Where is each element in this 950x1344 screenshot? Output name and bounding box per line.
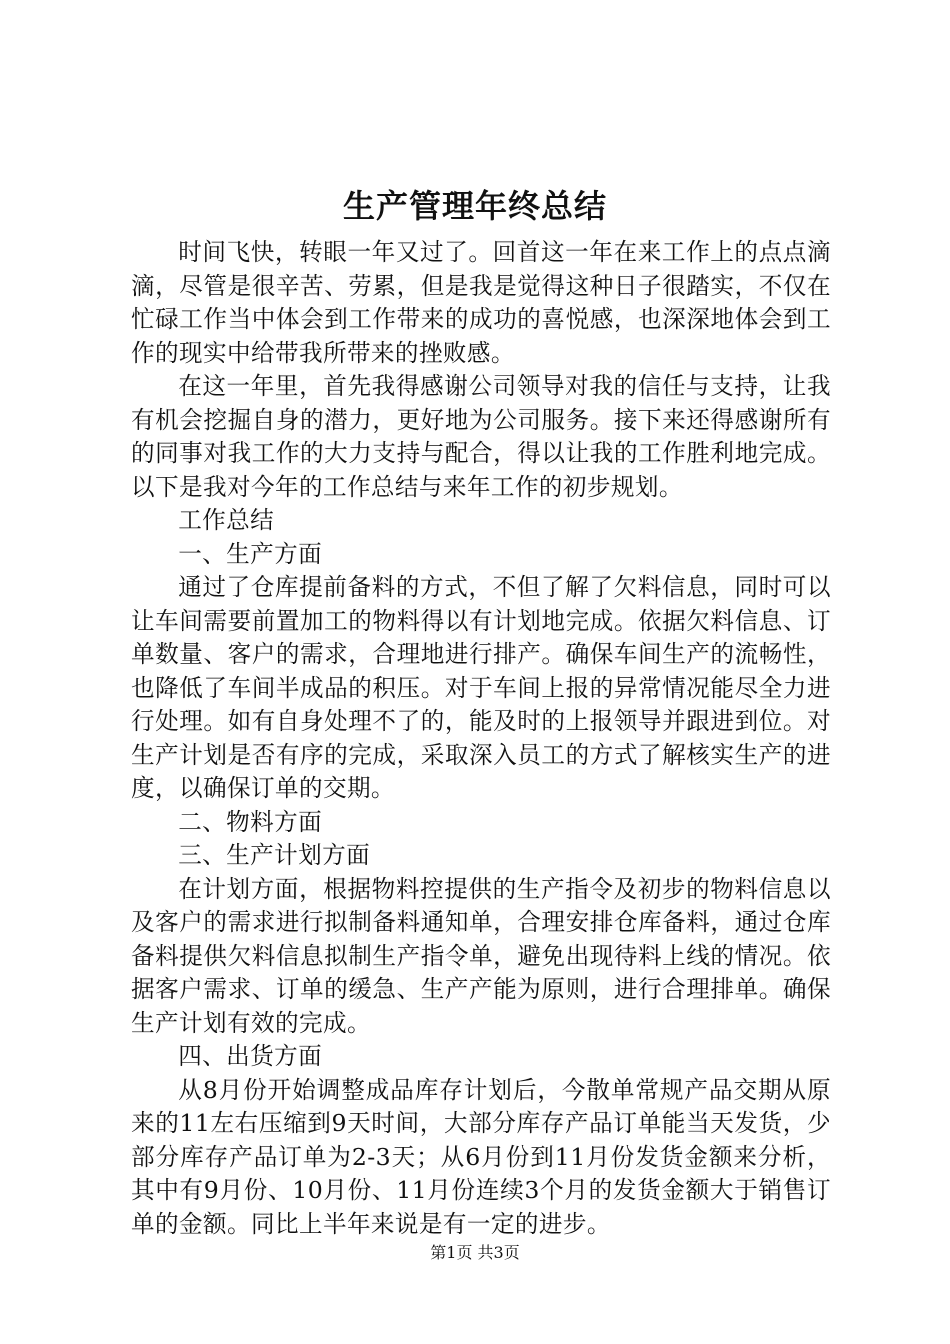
paragraph-planning: 在计划方面，根据物料控提供的生产指令及初步的物料信息以及客户的需求进行拟制备料通知单，合理安排仓库备料，通过仓库备料提供欠料信息拟制生产指令单，避免出现待料上线的情况。依据客户需求、订单的缓急、生产产能为原则，进行合理排单。确保生产计划有效的完成。 (131, 874, 831, 1037)
paragraph-production: 通过了仓库提前备料的方式，不但了解了欠料信息，同时可以让车间需要前置加工的物料得以有计划地完成。依据欠料信息、订单数量、客户的需求，合理地进行排产。确保车间生产的流畅性，也降低了车间半成品的积压。对于车间上报的异常情况能尽全力进行处理。如有自身处理不了的，能及时的上报领导并跟进到位。对生产计划是否有序的完成，采取深入员工的方式了解核实生产的进度，以确保订单的交期。 (131, 573, 831, 802)
document-body (131, 236, 831, 1241)
paragraph-intro: 时间飞快，转眼一年又过了。回首这一年在来工作上的点点滴滴，尽管是很辛苦、劳累，但是我是觉得这种日子很踏实，不仅在忙碌工作当中体会到工作带来的成功的喜悦感，也深深地体会到工作的现实中给带我所带来的挫败感。 (131, 238, 831, 367)
document-title: 生产管理年终总结 (342, 187, 607, 225)
section-heading-summary: 工作总结 (178, 506, 275, 534)
section-heading-production: 一、生产方面 (178, 539, 323, 568)
section-heading-materials: 二、物料方面 (178, 807, 323, 836)
paragraph-thanks: 在这一年里，首先我得感谢公司领导对我的信任与支持，让我有机会挖掘自身的潜力，更好地为公司服务。接下来还得感谢所有的同事对我工作的大力支持与配合，得以让我的工作胜利地完成。以下是我对今年的工作总结与来年工作的初步规划。 (131, 372, 831, 501)
paragraph-shipping: 从8月份开始调整成品库存计划后，今散单常规产品交期从原来的11左右压缩到9天时间，大部分库存产品订单能当天发货，少部分库存产品订单为2-3天；从6月份到11月份发货金额来分析，其中有9月份、10月份、11月份连续3个月的发货金额大于销售订单的金额。同比上半年来说是有一定的进步。 (131, 1075, 831, 1238)
page-indicator: 第1页 共3页 (430, 1243, 520, 1262)
section-heading-shipping: 四、出货方面 (178, 1042, 323, 1070)
section-heading-planning: 三、生产计划方面 (178, 841, 371, 869)
